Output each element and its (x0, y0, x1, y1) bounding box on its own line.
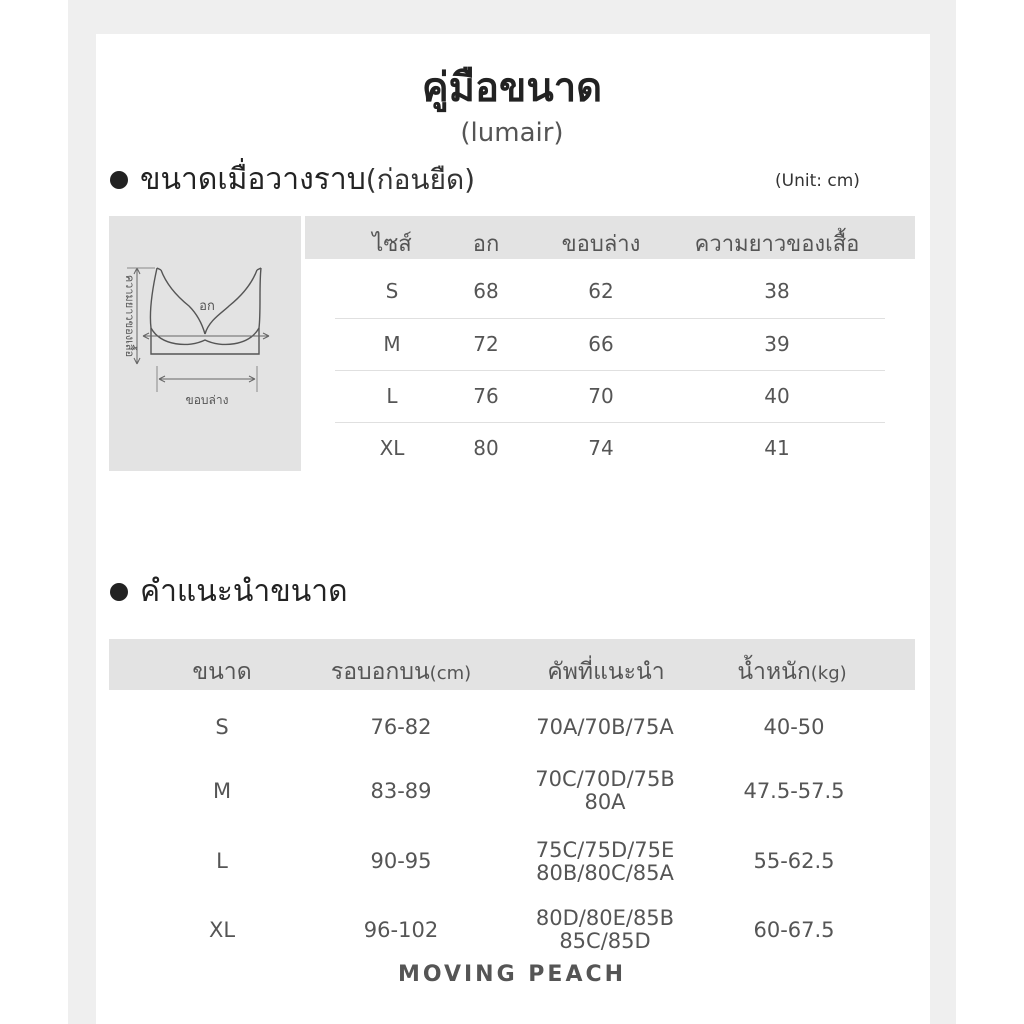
header-weight-text: น้ำหนัก (737, 659, 811, 685)
table-row (0, 266, 1024, 318)
header-size: ไซส์ (372, 232, 412, 257)
header-bust-text: รอบอกบน (330, 659, 430, 685)
table-row (0, 423, 1024, 475)
header-cup: คัพที่แนะนำ (547, 659, 665, 685)
length-cell: 38 (764, 279, 790, 303)
length-label: ความยาวของเสื้อ (123, 274, 136, 358)
size-cell: S (385, 279, 399, 303)
header-size: ขนาด (192, 659, 252, 685)
cup-cell: 75C/75D/75E (535, 838, 675, 862)
length-cell: 40 (764, 384, 790, 408)
chest-cell: 76 (473, 384, 499, 408)
size-cell: XL (379, 436, 405, 460)
size-cell: M (383, 332, 401, 356)
header-length: ความยาวของเสื้อ (694, 232, 860, 257)
weight-cell: 55-62.5 (753, 849, 835, 873)
weight-cell: 40-50 (763, 715, 825, 739)
unit-label: (Unit: cm) (775, 171, 860, 191)
size-cell: L (386, 384, 398, 408)
cup-cell: 70C/70D/75B (535, 767, 675, 791)
bust-cell: 76-82 (370, 715, 432, 739)
header-weight-unit: (kg) (810, 663, 847, 684)
flat-size-heading-text: ขนาดเมื่อวางราบ (140, 162, 366, 197)
underband-cell: 74 (588, 436, 614, 460)
flat-size-heading-paren: (ก่อนยืด) (365, 163, 476, 196)
weight-cell: 47.5-57.5 (743, 779, 845, 803)
size-cell: XL (208, 918, 236, 942)
flat-size-table-header (305, 216, 915, 259)
recommend-table-header (109, 639, 915, 690)
underband-cell: 66 (588, 332, 614, 356)
bullet-icon (110, 583, 128, 601)
header-bust (331, 654, 471, 690)
size-cell: M (212, 779, 232, 803)
cup-cell: 80D/80E/85B (535, 906, 675, 930)
chest-cell: 68 (473, 279, 499, 303)
flat-size-heading (110, 160, 475, 200)
length-cell: 39 (764, 332, 790, 356)
recommend-size-heading (110, 572, 348, 612)
cup-cell-line2: 85C/85D (559, 929, 651, 953)
size-cell: L (216, 849, 228, 873)
header-underband: ขอบล่าง (561, 232, 641, 257)
cup-cell-line2: 80B/80C/85A (536, 861, 674, 885)
cup-cell: 70A/70B/75A (536, 715, 674, 739)
page-subtitle: (lumair) (460, 118, 564, 148)
size-cell: S (215, 715, 229, 739)
table-row (0, 319, 1024, 371)
length-cell: 41 (764, 436, 790, 460)
brand-logo: MOVING PEACH (397, 962, 627, 987)
underband-cell: 70 (588, 384, 614, 408)
chest-cell: 72 (473, 332, 499, 356)
recommend-size-heading-text: คำแนะนำขนาด (140, 574, 348, 609)
header-bust-unit: (cm) (429, 663, 472, 684)
table-row (0, 371, 1024, 423)
cup-cell-line2: 80A (584, 790, 626, 814)
chest-label: อก (199, 299, 215, 314)
header-weight (737, 654, 846, 690)
bullet-icon (110, 171, 128, 189)
bust-cell: 96-102 (363, 918, 439, 942)
weight-cell: 60-67.5 (753, 918, 835, 942)
underband-label: ขอบล่าง (185, 393, 229, 407)
header-chest: อก (472, 232, 500, 257)
chest-cell: 80 (473, 436, 499, 460)
bust-cell: 90-95 (370, 849, 432, 873)
page-title: คู่มือขนาด (421, 65, 603, 111)
underband-cell: 62 (588, 279, 614, 303)
bust-cell: 83-89 (370, 779, 432, 803)
